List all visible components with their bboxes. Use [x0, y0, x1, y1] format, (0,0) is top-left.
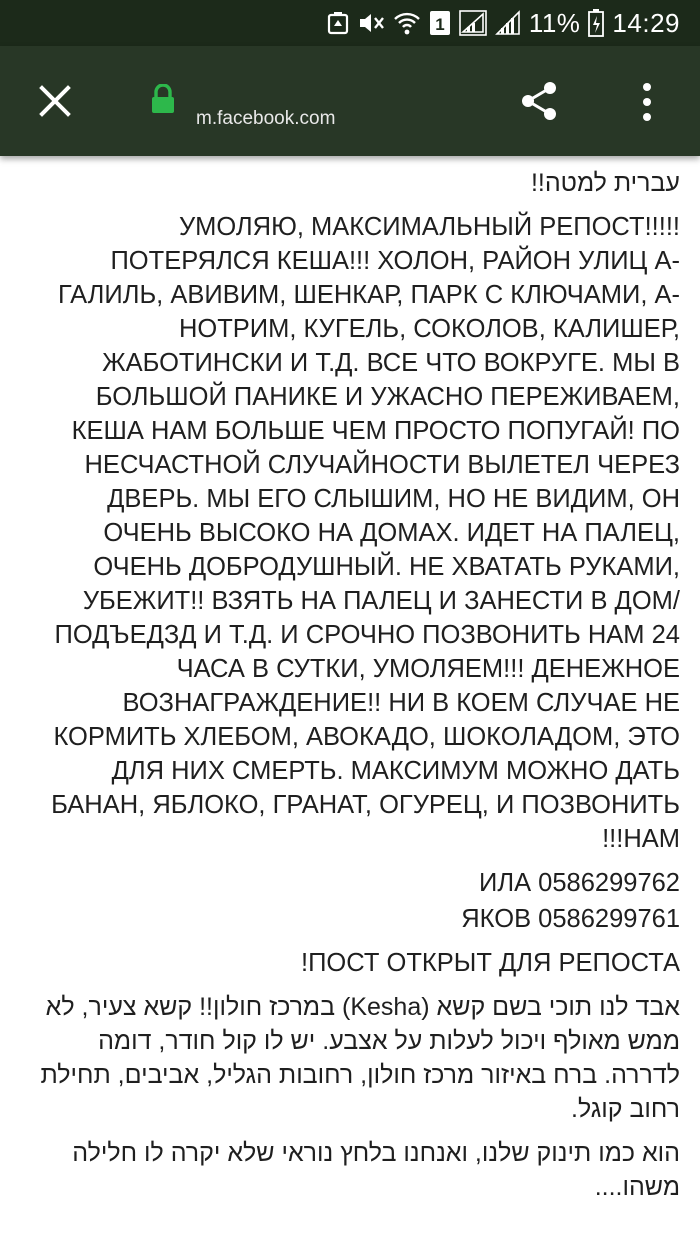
- hebrew-paragraph-1: אבד לנו תוכי בשם קשא (Kesha) במרכז חולון!! קשא צעיר, לא ממש מאולף ויכול לעלות על אצבע. יש לו קול חודר, דומה לדררה. ברח באיזור מרכז חולון, רחובות הגליל, אביבים, תחילת רחוב קוגל.: [40, 993, 680, 1123]
- post-content: [0, 156, 700, 1204]
- url-display[interactable]: m.facebook.com: [196, 108, 336, 129]
- lock-icon: [150, 84, 176, 119]
- signal-icon: [459, 10, 487, 36]
- recycle-icon: [327, 11, 349, 35]
- battery-icon: [588, 9, 604, 37]
- sim-icon: [429, 10, 451, 36]
- mute-icon: [357, 10, 385, 36]
- status-bar: [0, 0, 700, 46]
- clock: 14:29: [612, 7, 680, 38]
- signal-icon-2: [495, 10, 521, 36]
- contact-yakov: ЯКОВ 0586299761: [461, 905, 680, 933]
- hebrew-heading: עברית למטה!!: [530, 169, 680, 197]
- svg-text:1: 1: [435, 15, 445, 34]
- battery-percent: 11%: [528, 7, 581, 38]
- repost-note: ПОСТ ОТКРЫТ ДЛЯ РЕПОСТА!: [301, 949, 680, 977]
- browser-toolbar: [0, 46, 700, 156]
- russian-body: УМОЛЯЮ, МАКСИМАЛЬНЫЙ РЕПОСТ!!!!! ПОТЕРЯЛСЯ КЕША!!! ХОЛОН, РАЙОН УЛИЦ А-ГАЛИЛЬ, АВИВИМ, ШЕНКАР, ПАРК С КЛЮЧАМИ, А-НОТРИМ, КУГЕЛЬ, СОКОЛОВ, КАЛИШЕР, ЖАБОТИНСКИ И Т.Д. ВСЕ ЧТО ВОКРУГЕ. МЫ В БОЛЬШОЙ ПАНИКЕ И УЖАСНО ПЕРЕЖИВАЕМ, КЕША НАМ БОЛЬШЕ ЧЕМ ПРОСТО ПОПУГАЙ! ПО НЕСЧАСТНОЙ СЛУЧАЙНОСТИ ВЫЛЕТЕЛ ЧЕРЕЗ ДВЕРЬ. МЫ ЕГО СЛЫШИМ, НО НЕ ВИДИМ, ОН ОЧЕНЬ ВЫСОКО НА ДОМАХ. ИДЕТ НА ПАЛЕЦ, ОЧЕНЬ ДОБРОДУШНЫЙ. НЕ ХВАТАТЬ РУКАМИ, УБЕЖИТ!! ВЗЯТЬ НА ПАЛЕЦ И ЗАНЕСТИ В ДОМ/ПОДЪЕДЗД И Т.Д. И СРОЧНО ПОЗВОНИТЬ НАМ 24 ЧАСА В СУТКИ, УМОЛЯЕМ!!! ДЕНЕЖНОЕ ВОЗНАГРАЖДЕНИЕ!! НИ В КОЕМ СЛУЧАЕ НЕ КОРМИТЬ ХЛЕБОМ, АВОКАДО, ШОКОЛАДОМ, ЭТО ДЛЯ НИХ СМЕРТЬ. МАКСИМУМ МОЖНО ДАТЬ БАНАН, ЯБЛОКО, ГРАНАТ, ОГУРЕЦ, И ПОЗВОНИТЬ НАМ!!!: [51, 213, 680, 853]
- share-icon[interactable]: [518, 80, 560, 122]
- more-vert-icon[interactable]: [640, 82, 654, 122]
- hebrew-paragraph-2: הוא כמו תינוק שלנו, ואנחנו בלחץ נוראי שלא יקרה לו חלילה משהו....: [72, 1139, 680, 1201]
- wifi-icon: [393, 10, 421, 36]
- close-icon[interactable]: [34, 80, 76, 122]
- contact-ila: ИЛА 0586299762: [479, 869, 680, 897]
